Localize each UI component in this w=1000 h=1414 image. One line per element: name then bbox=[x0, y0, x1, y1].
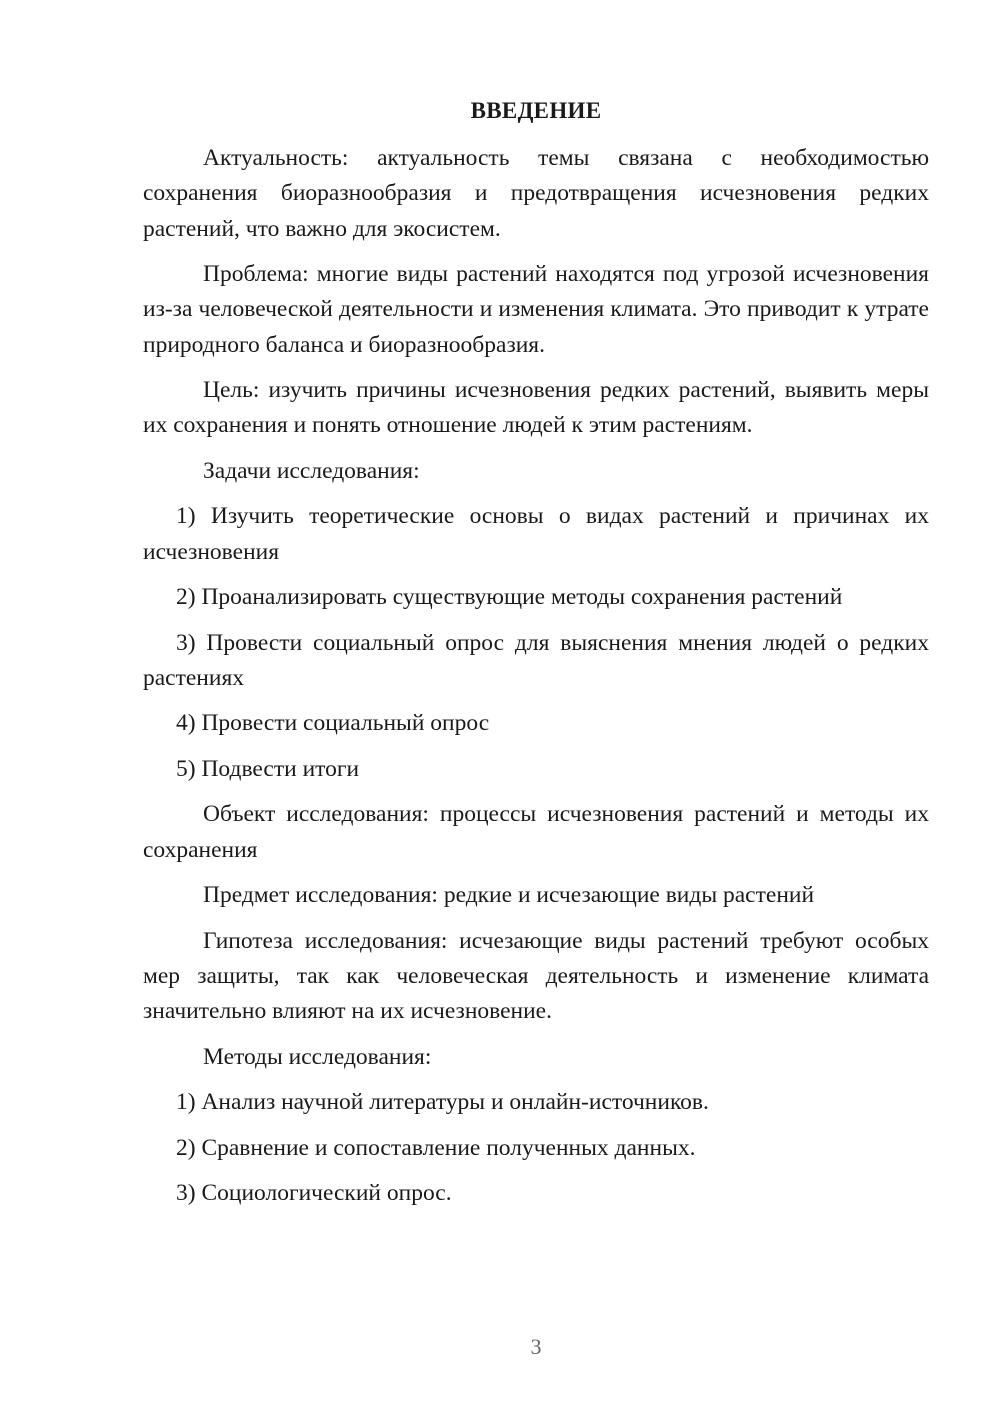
task-list-item: 5) Подвести итоги bbox=[176, 755, 360, 782]
task-list-item: 2) Проанализировать существующие методы сохранения растений bbox=[176, 584, 843, 611]
method-list-item: 3) Социологический опрос. bbox=[176, 1180, 452, 1207]
page-title: ВВЕДЕНИЕ bbox=[470, 98, 602, 123]
paragraph-tasks-heading: Задачи исследования: bbox=[203, 457, 420, 484]
paragraph-hypothesis: Гипотеза исследования: исчезающие виды растений требуют особых мер защиты, так как человеческая деятельность и изменение климата значительно влияют на их исчезновение. bbox=[143, 927, 929, 1025]
document-body bbox=[143, 141, 929, 1222]
paragraph-relevance: Актуальность: актуальность темы связана с необходимостью сохранения биоразнообразия и предотвращения исчезновения редких растений, что важно для экосистем. bbox=[143, 145, 929, 242]
paragraph-subject: Предмет исследования: редкие и исчезающие виды растений bbox=[203, 882, 815, 909]
method-list-item: 2) Сравнение и сопоставление полученных данных. bbox=[176, 1134, 696, 1161]
paragraph-goal: Цель: изучить причины исчезновения редких растений, выявить меры их сохранения и понять отношение людей к этим растениям. bbox=[143, 377, 929, 439]
paragraph-problem: Проблема: многие виды растений находятся под угрозой исчезновения из-за человеческой деятельности и изменения климата. Это приводит к утрате природного баланса и биоразнообразия. bbox=[143, 261, 929, 358]
task-list-item: 3) Провести социальный опрос для выяснения мнения людей о редких растениях bbox=[143, 629, 929, 691]
page-number: 3 bbox=[530, 1334, 542, 1359]
method-list-item: 1) Анализ научной литературы и онлайн-источников. bbox=[176, 1089, 709, 1116]
paragraph-methods-heading: Методы исследования: bbox=[203, 1043, 432, 1070]
paragraph-object: Объект исследования: процессы исчезновения растений и методы их сохранения bbox=[143, 801, 929, 863]
task-list-item: 4) Провести социальный опрос bbox=[176, 710, 490, 737]
task-list-item: 1) Изучить теоретические основы о видах растений и причинах их исчезновения bbox=[143, 503, 929, 565]
